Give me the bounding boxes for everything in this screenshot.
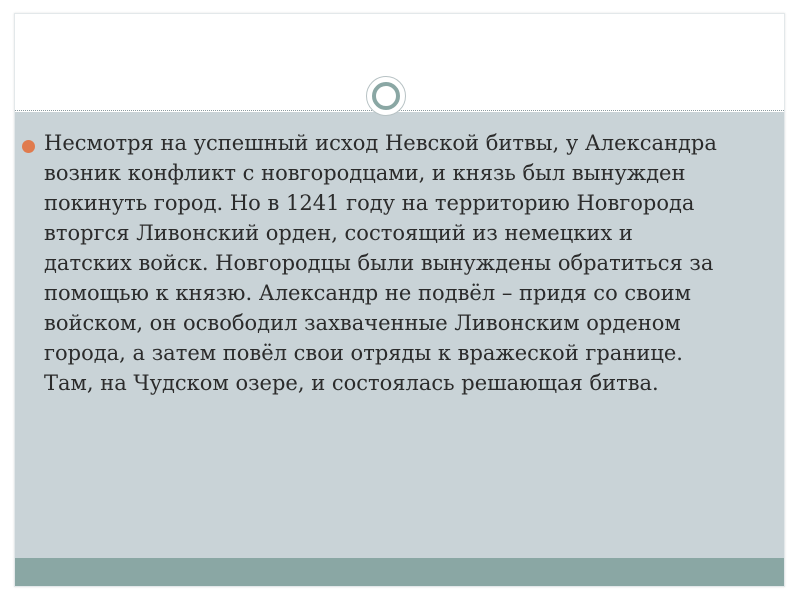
- circle-ornament-icon: [366, 76, 406, 116]
- bullet-text: Несмотря на успешный исход Невской битвы, у Александра возник конфликт с новгородцами, и князь был вынужден покинуть город. Но в 1241 году на территорию Новгорода вторгся Ливонский орден, состоящий из немецких и датских войск. Новгородцы были вынуждены обратиться за помощью к князю. Александр не подвёл – придя со своим войском, он освободил захваченные Ливонским орденом города, а затем повёл свои отряды к вражеской границе. Там, на Чудском озере, и состоялась решающая битва.: [44, 131, 717, 395]
- circle-ornament-ring: [372, 82, 400, 110]
- footer-bar: [15, 558, 784, 586]
- bullet-item: [18, 128, 748, 398]
- bullet-dot-icon: [22, 140, 35, 153]
